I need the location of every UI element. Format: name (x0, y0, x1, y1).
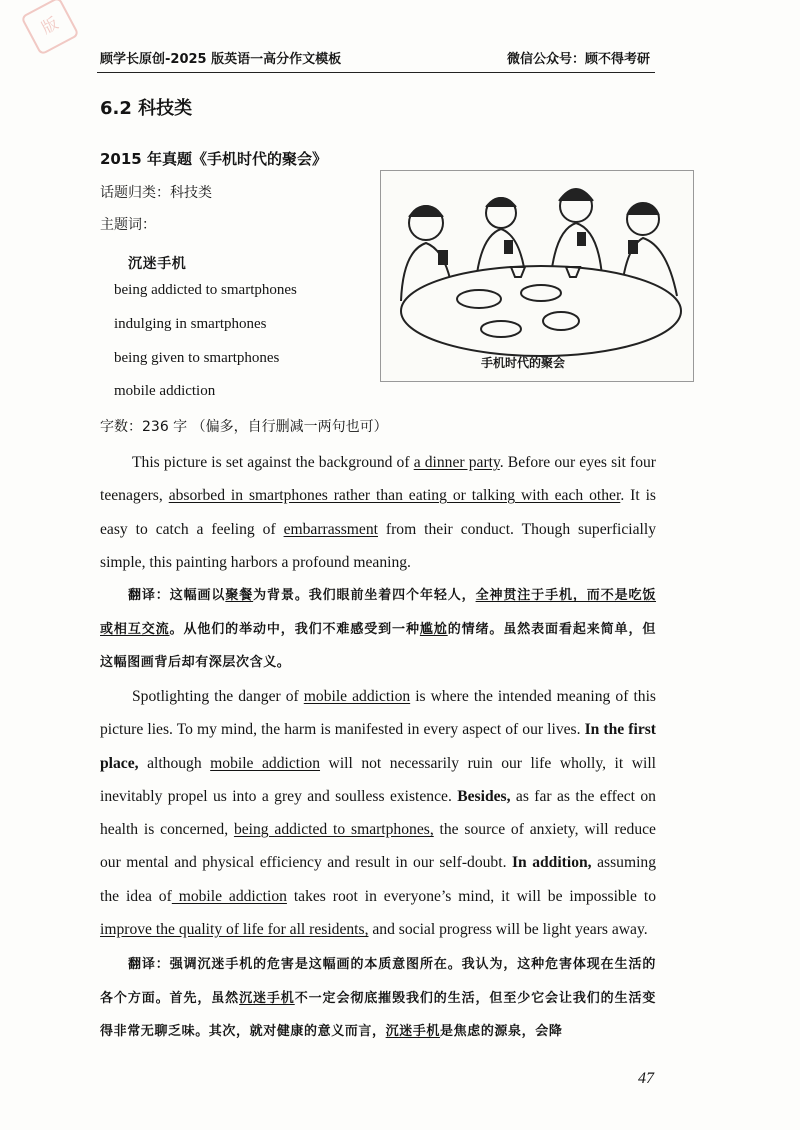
text: will not necessarily ruin our life wholly, it will inevitably propel us into a grey and soulless existence. (100, 754, 656, 805)
highlight-phrase: mobile addiction (303, 688, 411, 705)
translation-paragraph-2 (100, 948, 656, 1049)
text: and social progress will be light years away. (368, 921, 648, 939)
watermark-stamp: 版 (20, 0, 80, 56)
text: the source of anxiety, will reduce our mental and physical efficiency and result in our self-doubt. (100, 821, 656, 872)
text: assuming the idea of (100, 854, 657, 905)
topic-category: 话题归类：科技类 (100, 185, 212, 201)
highlight-phrase: absorbed in smartphones rather than eating or talking with each other (168, 487, 621, 505)
page-number: 47 (638, 1070, 654, 1087)
keyword-item: mobile addiction (114, 383, 216, 399)
highlight-phrase: a dinner party (413, 454, 500, 471)
highlight-phrase: mobile addiction (210, 754, 321, 772)
highlight-phrase: being addicted to smartphones, (233, 821, 434, 839)
dinner-scene-drawing (381, 171, 693, 381)
essay-paragraph-2 (100, 680, 656, 946)
word-count: 字数：236 字 （偏多，自行删减一两句也可） (100, 419, 388, 435)
highlight-phrase: improve the quality of life for all residents, (100, 921, 369, 939)
section-title: 6.2 科技类 (100, 98, 193, 119)
highlight-phrase: embarrassment (283, 520, 378, 538)
essay-title: 2015 年真题《手机时代的聚会》 (100, 150, 327, 168)
highlight-phrase: 全神贯注于手机，而不是吃饭或相互交流 (100, 588, 657, 637)
translation-paragraph-1 (100, 579, 656, 680)
text: Spotlighting the danger of (132, 688, 304, 705)
text: 为背景。我们眼前坐着四个年轻人， (253, 588, 476, 603)
highlight-phrase: 沉迷手机 (385, 1024, 441, 1039)
transition-phrase: Besides, (457, 787, 511, 805)
header-divider (97, 72, 655, 73)
text: 翻译：强调沉迷手机的危害是这幅画的本质意图所在。我认为，这种危害体现在生活的各个方面。首先，虽然 (100, 957, 656, 1006)
text: 是焦虑的源泉，会降 (440, 1024, 563, 1039)
highlight-phrase: 聚餐 (225, 588, 254, 603)
dinner-illustration (380, 170, 694, 382)
highlight-phrase: mobile addiction (171, 887, 287, 905)
keywords-label: 主题词： (100, 217, 156, 233)
header-title: 顾学长原创-2025 版英语一高分作文模板 (100, 52, 342, 67)
keyword-item: indulging in smartphones (114, 316, 267, 332)
keyword-item: being addicted to smartphones (114, 282, 297, 298)
text: 。从他们的举动中，我们不难感受到一种 (169, 621, 420, 637)
text: 的情绪。虽然表面看起来简单，但这幅图画背后却有深层次含义。 (100, 621, 656, 670)
text: is where the intended meaning of this picture lies. To my mind, the harm is manifested in every aspect of our lives. (100, 688, 656, 739)
text: 不一定会彻底摧毁我们的生活，但至少它会让我们的生活变得非常无聊乏味。其次，就对健康的意义而言， (100, 990, 656, 1039)
text: This picture is set against the background of (132, 454, 414, 471)
keyword-item: 沉迷手机 (128, 256, 187, 272)
transition-phrase: In addition, (511, 854, 592, 872)
highlight-phrase: 沉迷手机 (239, 990, 295, 1006)
text: as far as the effect on health is concerned, (100, 787, 656, 839)
illustration-caption: 手机时代的聚会 (481, 356, 566, 370)
text: from their conduct. Though superficially simple, this painting harbors a profound meaning. (100, 520, 656, 571)
text: . It is easy to catch a feeling of (100, 487, 656, 538)
highlight-phrase: 尴尬 (419, 621, 448, 637)
keyword-item: being given to smartphones (114, 350, 280, 366)
text: . Before our eyes sit four teenagers, (100, 454, 656, 505)
header-wechat: 微信公众号：顾不得考研 (506, 52, 650, 67)
text: although (138, 754, 211, 772)
text: 翻译：这幅画以 (128, 588, 226, 603)
transition-phrase: In the first place, (100, 721, 657, 772)
text: takes root in everyone’s mind, it will be impossible to (286, 887, 656, 905)
essay-paragraph-1 (100, 446, 656, 579)
